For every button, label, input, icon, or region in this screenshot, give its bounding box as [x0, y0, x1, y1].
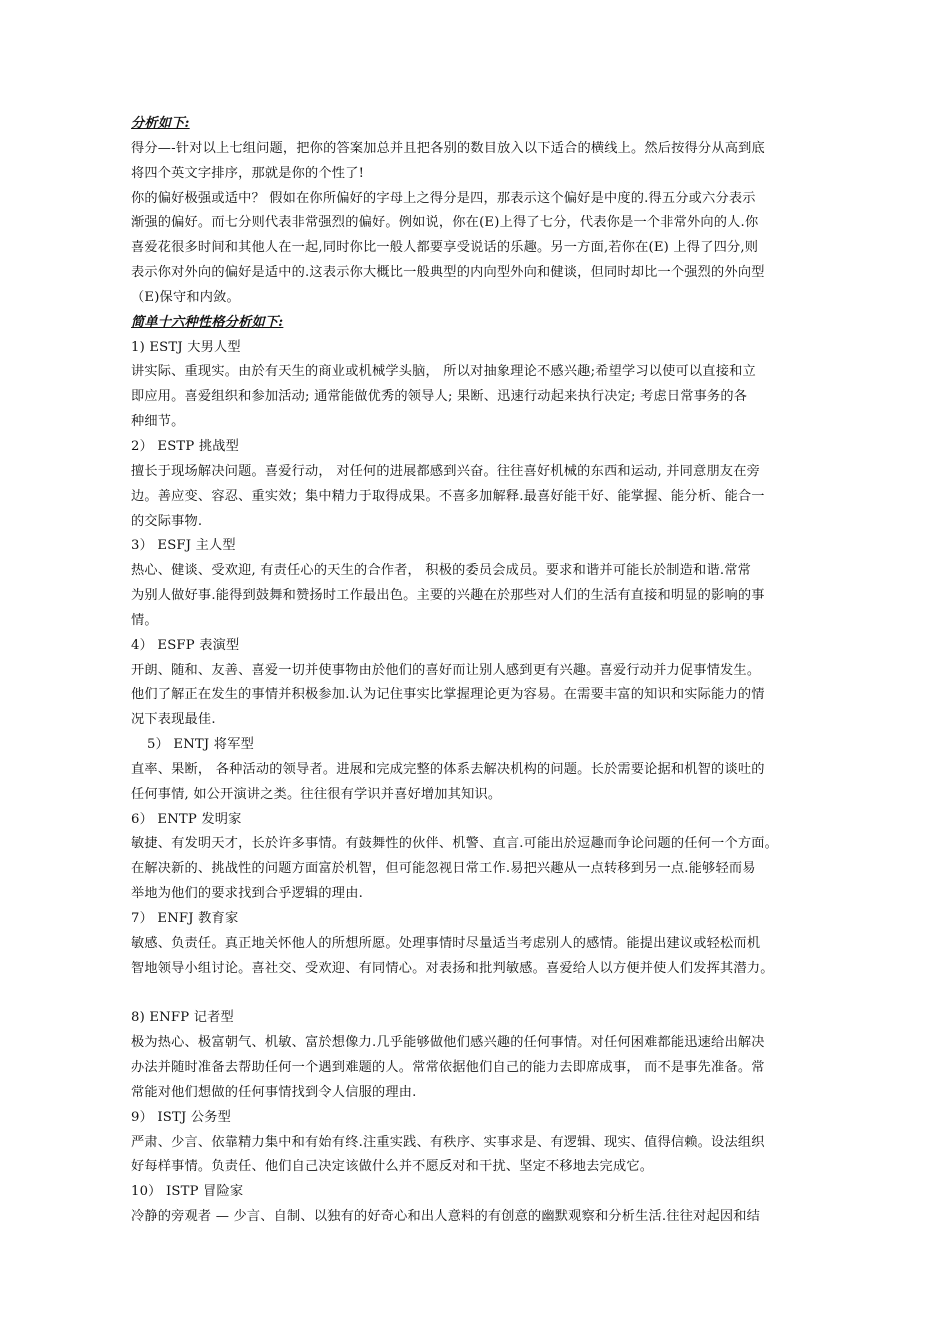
paragraph-line: 得分—-针对以上七组问题，把你的答案加总并且把各别的数目放入以下适合的横线上。然后按得分从高到底 — [131, 140, 765, 156]
paragraph-line: 的交际事物. — [131, 513, 203, 529]
paragraph-line: 好每样事情。负责任、他们自己决定该做什么并不愿反对和干扰、坚定不移地去完成它。 — [131, 1159, 654, 1175]
paragraph-line: 况下表现最佳. — [131, 712, 216, 728]
paragraph-line: 智地领导小组讨论。喜社交、受欢迎、有同情心。对表扬和批判敏感。喜爱给人以方便并使人们发挥其潜力。 — [131, 960, 774, 976]
paragraph-line: 擅长于现场解决问题。喜爱行动， 对任何的进展都感到兴奋。往往喜好机械的东西和运动, 并同意朋友在旁 — [131, 463, 760, 479]
paragraph-line: 办法并随时准备去帮助任何一个遇到难题的人。常常依据他们自己的能力去即席成事， 而不是事先准备。常 — [131, 1060, 765, 1076]
heading-sixteen-types: 简单十六种性格分析如下: — [131, 314, 284, 330]
type-title: 4） ESFP 表演型 — [131, 637, 240, 653]
type-title: 2） ESTP 挑战型 — [131, 438, 240, 454]
paragraph-line: （E)保守和内敛。 — [131, 289, 240, 305]
type-title: 5） ENTJ 将军型 — [147, 737, 254, 753]
type-title: 10） ISTP 冒险家 — [131, 1184, 244, 1200]
paragraph-line: 情。 — [131, 612, 158, 628]
paragraph-line: 喜爱花很多时间和其他人在一起,同时你比一般人都要享受说话的乐趣。另一方面,若你在(E) 上得了四分,则 — [131, 240, 759, 256]
paragraph-line: 敏感、负责任。真正地关怀他人的所想所愿。处理事情时尽量适当考虑别人的感情。能提出建议或轻松而机 — [131, 935, 761, 951]
paragraph-line: 渐强的偏好。而七分则代表非常强烈的偏好。例如说，你在(E)上得了七分，代表你是一个非常外向的人.你 — [131, 215, 759, 231]
type-title: 1) ESTJ 大男人型 — [131, 339, 241, 355]
paragraph-line: 在解决新的、挑战性的问题方面富於机智，但可能忽视日常工作.易把兴趣从一点转移到另一点.能够轻而易 — [131, 861, 756, 877]
paragraph-line: 边。善应变、容忍、重实效；集中精力于取得成果。不喜多加解释.最喜好能干好、能掌握、能分析、能合一 — [131, 488, 765, 504]
type-title: 6） ENTP 发明家 — [131, 811, 242, 827]
paragraph-line: 将四个英文字排序，那就是你的个性了! — [131, 165, 365, 181]
paragraph-line: 常能对他们想做的任何事情找到令人信服的理由. — [131, 1084, 417, 1100]
paragraph-line: 即应用。喜爱组织和参加活动; 通常能做优秀的领导人; 果断、迅速行动起来执行决定; 考虑日常事务的各 — [131, 389, 748, 405]
paragraph-line: 任何事情, 如公开演讲之类。往往很有学识并喜好增加其知识。 — [131, 786, 502, 802]
paragraph-line: 举地为他们的要求找到合乎逻辑的理由. — [131, 886, 363, 902]
paragraph-line: 敏捷、有发明天才，长於许多事情。有鼓舞性的伙伴、机警、直言.可能出於逗趣而争论问题的任何一个方面。 — [131, 836, 778, 852]
paragraph-line: 开朗、随和、友善、喜爱一切并使事物由於他们的喜好而让别人感到更有兴趣。喜爱行动并力促事情发生。 — [131, 662, 761, 678]
paragraph-line: 表示你对外向的偏好是适中的.这表示你大概比一般典型的内向型外向和健谈，但同时却比一个强烈的外向型 — [131, 265, 765, 281]
paragraph-line: 冷静的旁观者 — 少言、自制、以独有的好奇心和出人意料的有创意的幽默观察和分析生活.往往对起因和结 — [131, 1209, 760, 1225]
paragraph-line: 你的偏好极强或适中？ 假如在你所偏好的字母上之得分是四，那表示这个偏好是中度的.得五分或六分表示 — [131, 190, 756, 206]
paragraph-line: 严肃、少言、依靠精力集中和有始有终.注重实践、有秩序、实事求是、有逻辑、现实、值得信赖。设法组织 — [131, 1134, 765, 1150]
type-title: 8) ENFP 记者型 — [131, 1010, 234, 1026]
paragraph-line: 讲实际、重现实。由於有天生的商业或机械学头脑， 所以对抽象理论不感兴趣;希望学习以使可以直接和立 — [131, 364, 756, 380]
paragraph-line: 极为热心、极富朝气、机敏、富於想像力.几乎能够做他们感兴趣的任何事情。对任何困难都能迅速给出解决 — [131, 1035, 765, 1051]
paragraph-line: 为别人做好事.能得到鼓舞和赞扬时工作最出色。主要的兴趣在於那些对人们的生活有直接和明显的影响的事 — [131, 588, 765, 604]
heading-analysis: 分析如下: — [131, 116, 190, 131]
blank-line — [131, 982, 827, 1007]
type-title: 9） ISTJ 公务型 — [131, 1109, 232, 1125]
document-page — [131, 112, 827, 1230]
paragraph-line: 他们了解正在发生的事情并积极参加.认为记住事实比掌握理论更为容易。在需要丰富的知识和实际能力的情 — [131, 687, 765, 703]
paragraph-line: 种细节。 — [131, 414, 185, 430]
paragraph-line: 直率、果断， 各种活动的领导者。进展和完成完整的体系去解决机构的问题。长於需要论据和机智的谈吐的 — [131, 761, 765, 777]
type-title: 7） ENFJ 教育家 — [131, 911, 239, 926]
type-title: 3） ESFJ 主人型 — [131, 538, 236, 554]
paragraph-line: 热心、健谈、受欢迎, 有责任心的天生的合作者， 积极的委员会成员。要求和谐并可能长於制造和谐.常常 — [131, 563, 752, 579]
